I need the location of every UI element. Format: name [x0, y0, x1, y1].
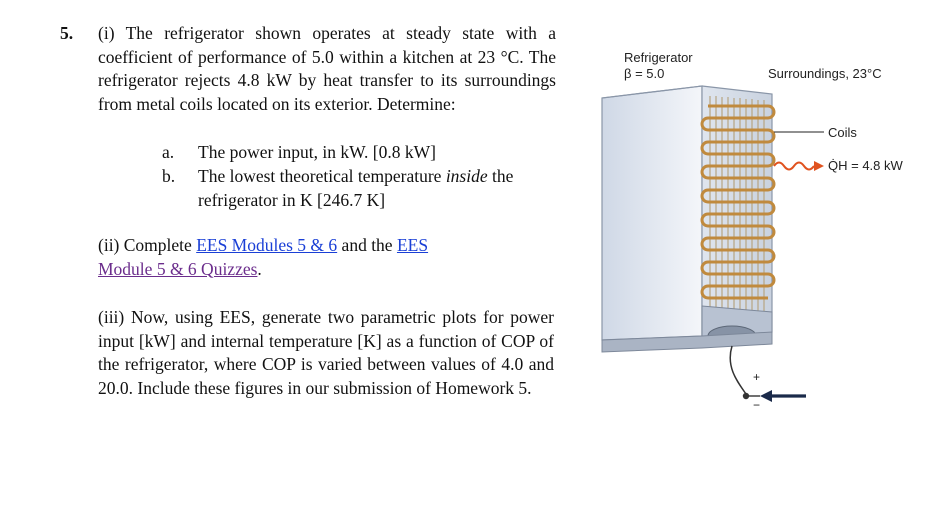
- ees-quizzes-link-part2[interactable]: Module 5 & 6 Quizzes: [98, 258, 258, 279]
- plus-sign: +: [753, 370, 761, 384]
- item-b-label: b.: [162, 166, 176, 186]
- qh-label: Q̇H = 4.8 kW: [828, 158, 903, 173]
- ees-quizzes-link-part1[interactable]: EES: [396, 235, 429, 255]
- power-cord: [730, 346, 746, 394]
- item-a-text: The power input, in kW. [0.8 kW]: [198, 142, 436, 162]
- refrigerator-label: Refrigerator: [624, 50, 693, 65]
- part-i-text: (i) The refrigerator shown operates at steady state with a coefficient of performance of 5.0 within a kitchen at 23 °C. The refrigerator rejects 4.8 kW by heat transfer to its surroundings from metal coils located on its exterior. Determine:: [98, 23, 556, 114]
- item-b-text: The lowest theoretical temperature inside the refrigerator in K [246.7 K]: [198, 166, 514, 210]
- coils-label: Coils: [828, 125, 857, 140]
- problem-number: 5.: [60, 23, 74, 43]
- beta-label: β = 5.0: [624, 66, 665, 81]
- surroundings-label: Surroundings, 23°C: [768, 66, 882, 81]
- fridge-side-panel: [602, 86, 702, 340]
- part-ii-text: (ii) Complete EES Modules 5 & 6 and the EES Module 5 & 6 Quizzes.: [98, 235, 429, 279]
- minus-sign: −: [753, 398, 761, 412]
- refrigerator-diagram: [560, 40, 944, 460]
- item-a-label: a.: [162, 142, 175, 162]
- heat-wave-arrow: [774, 163, 814, 170]
- part-iii-text: (iii) Now, using EES, generate two parametric plots for power input [kW] and internal temperature [K] as a function of COP of the refrigerator, where COP is varied between values of 4.0 and 20.0. Include these figures in our submission of Homework 5.: [98, 307, 554, 398]
- ees-modules-link[interactable]: EES Modules 5 & 6: [196, 235, 338, 255]
- item-b-emphasis: inside: [445, 166, 488, 186]
- refrigerator-illustration: [560, 40, 944, 460]
